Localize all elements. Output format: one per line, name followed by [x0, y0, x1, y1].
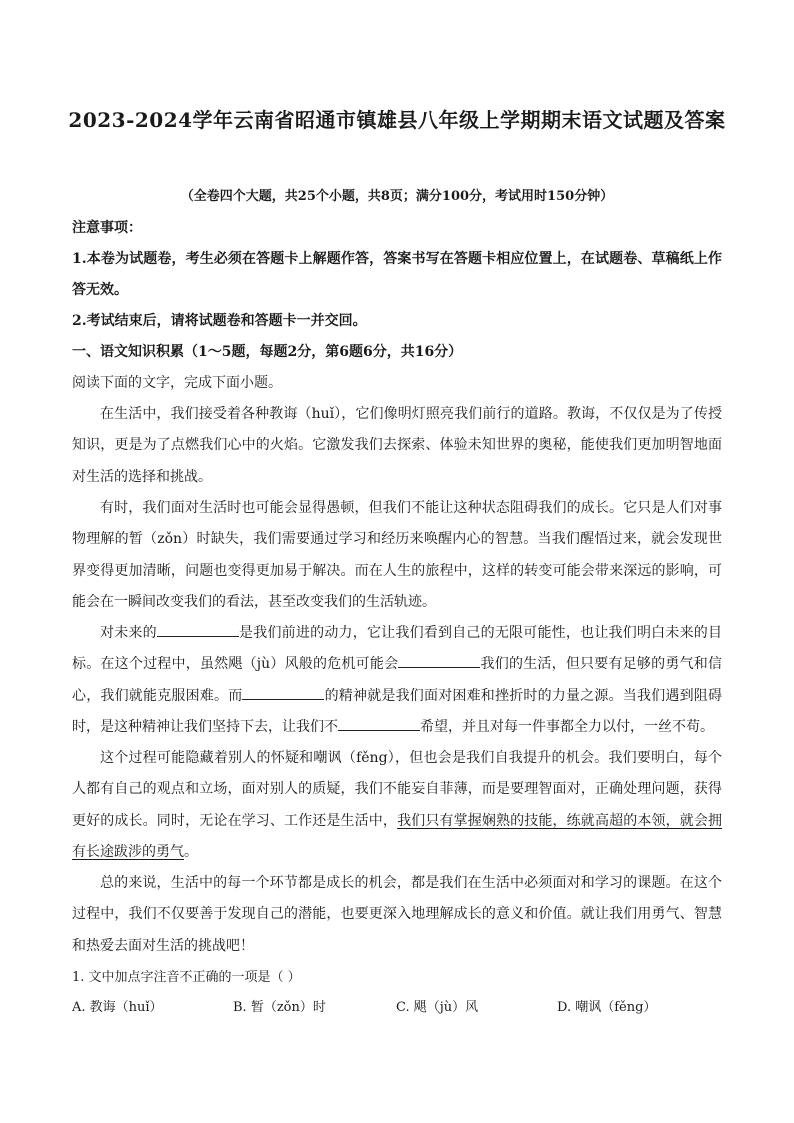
- fill-blank-1: [157, 622, 239, 637]
- section-1-heading: 一、语文知识积累（1～5题，每题2分，第6题6分，共16分）: [72, 344, 463, 360]
- passage-paragraph-4: [72, 743, 722, 869]
- p3-text-c: 我们的生活，但只要有足够的勇气和信心，我们就能克服困难。而: [72, 656, 722, 704]
- p3-text-e: 希望，并且对每一件事都全力以付，一丝不苟。: [420, 719, 714, 736]
- notice-item-1: 1.本卷为试题卷，考生必须在答题卡上解题作答，答案书写在答题卡相应位置上，在试题卷、草稿纸上作答无效。: [72, 251, 722, 298]
- p3-text-a: 对未来的: [100, 625, 157, 641]
- passage-paragraph-1: 在生活中，我们接受着各种教诲（huǐ），它们像明灯照亮我们前行的道路。教诲，不仅仅是为了传授知识，更是为了点燃我们心中的火焰。它激发我们去探索、体验未知世界的奥秘，能使我们更加明智地面对生活的选择和挑战。: [72, 406, 722, 485]
- passage-paragraph-3: [72, 618, 722, 744]
- fill-blank-4: [338, 716, 420, 731]
- passage-paragraph-2: 有时，我们面对生活时也可能会显得愚顿，但我们不能让这种状态阻碍我们的成长。它只是人们对事物理解的暂（zǒn）时缺失，我们需要通过学习和经历来唤醒内心的智慧。当我们醒悟过来，就会发现世界变得更加清晰，问题也变得更加易于解决。而在人生的旅程中，这样的转变可能会带来深远的影响，可能会在一瞬间改变我们的看法，甚至改变我们的生活轨迹。: [72, 500, 722, 611]
- reading-instruction: 阅读下面的文字，完成下面小题。: [72, 375, 282, 391]
- fill-blank-3: [242, 685, 324, 700]
- p4-text-a: 这个过程可能隐藏着别人的怀疑和嘲讽（fěng），但也会是我们自我提升的机会。我们要明白，每个人都有自己的观点和立场，面对别人的质疑，我们不能妄自菲薄，而是要理智面对，正确处理问题，获得更好的成长。同时，无论在学习、工作还是生活中，: [72, 750, 722, 829]
- option-a: A. 教诲（huǐ）: [72, 1000, 163, 1015]
- p3-text-d: 的精神就是我们面对困难和挫折时的力量之源。当我们遇到阻碍时，是这种精神让我们坚持下去，让我们不: [72, 687, 723, 736]
- notice-heading: 注意事项：: [72, 220, 142, 236]
- option-d: D. 嘲讽（fěng）: [557, 1000, 657, 1015]
- option-b: B. 暂（zǒn）时: [233, 1000, 326, 1015]
- notice-item-2: 2.考试结束后，请将试题卷和答题卡一并交回。: [72, 313, 367, 329]
- fill-blank-2: [398, 653, 480, 668]
- question-1-stem: 1. 文中加点字注音不正确的一项是（ ）: [72, 970, 301, 985]
- underlined-sentence: 我们只有掌握娴熟的技能，练就高超的本领，就会拥有长途跋涉的勇气: [72, 812, 723, 861]
- p3-text-b: 是我们前进的动力，它让我们看到自己的无限可能性，也让我们明白未来的目标。在这个过程中，虽然飓（jù）风般的危机可能会: [72, 625, 722, 673]
- page-title: 2023-2024学年云南省昭通市镇雄县八年级上学期期末语文试题及答案: [68, 108, 726, 132]
- p4-text-b: 。: [184, 844, 198, 861]
- exam-info: （全卷四个大题，共25个小题，共8页；满分100分，考试用时150分钟）: [180, 189, 614, 204]
- passage-paragraph-5: 总的来说，生活中的每一个环节都是成长的机会，都是我们在生活中必须面对和学习的课题。在这个过程中，我们不仅要善于发现自己的潜能，也要更深入地理解成长的意义和价值。就让我们用勇气、智慧和热爱去面对生活的挑战吧！: [72, 875, 722, 954]
- option-c: C. 飓（jù）风: [396, 1000, 479, 1015]
